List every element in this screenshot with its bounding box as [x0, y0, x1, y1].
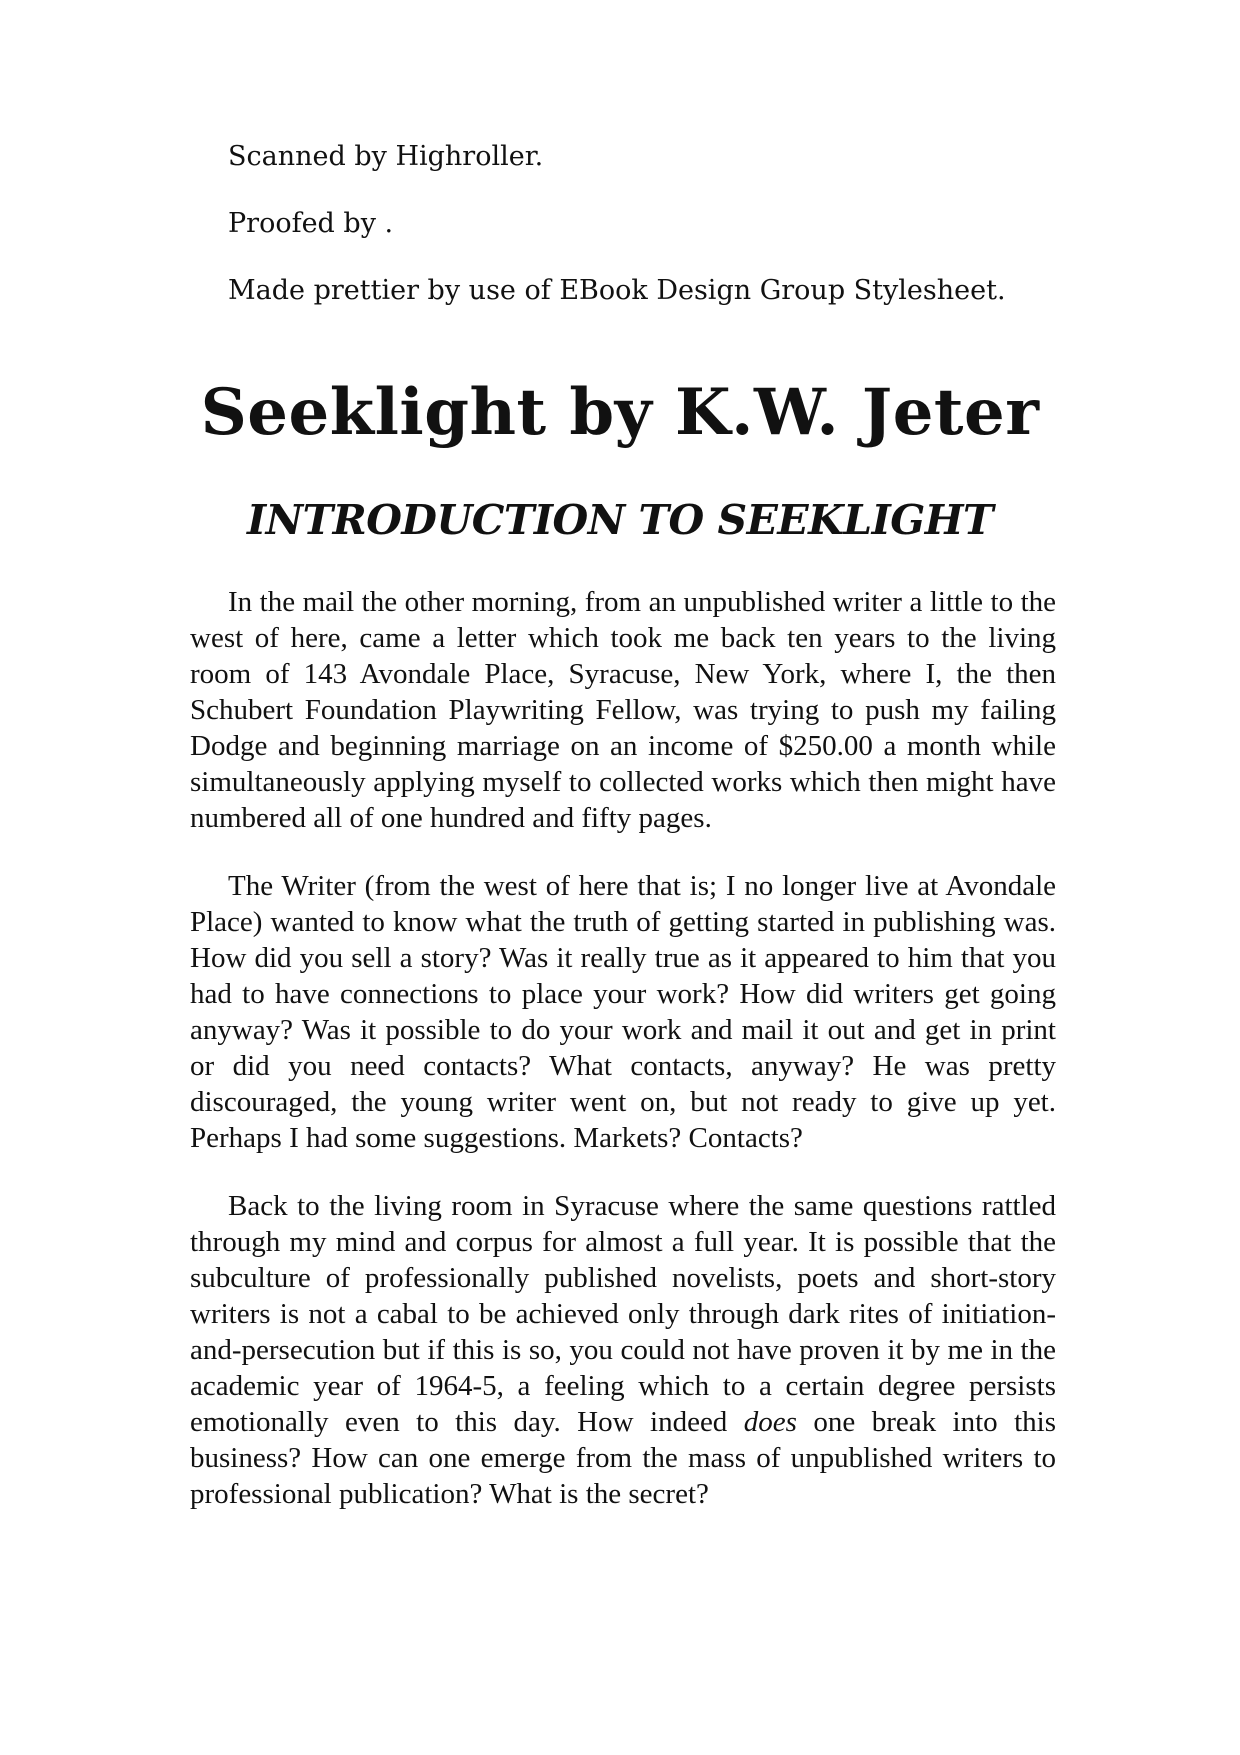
credit-stylesheet: Made prettier by use of EBook Design Group Stylesheet.	[228, 275, 1006, 306]
introduction-heading: INTRODUCTION TO SEEKLIGHT	[246, 496, 994, 544]
credit-scanned: Scanned by Highroller.	[228, 141, 544, 172]
book-title: Seeklight by K.W. Jeter	[200, 375, 1040, 450]
paragraph-3-text-before: Back to the living room in Syracuse where the same questions rattled through my mind and corpus for almost a full year. It is possible that the subculture of professionally published novelists, poets and short-story writers is not a cabal to be achieved only through dark rites of initiation-and-persecution but if this is so, you could not have proven it by me in the academic year of 1964-5, a feeling which to a certain degree persists emotionally even to this day. How indeed	[190, 1190, 1056, 1438]
paragraph-2: The Writer (from the west of here that is; I no longer live at Avondale Place) wanted to know what the truth of getting started in publishing was. How did you sell a story? Was it really true as it appeared to him that you had to have connections to place your work? How did writers get going anyway? Was it possible to do your work and mail it out and get in print or did you need contacts? What contacts, anyway? He was pretty discouraged, the young writer went on, but not ready to give up yet. Perhaps I had some suggestions. Markets? Contacts?	[190, 870, 1056, 1154]
paragraph-1: In the mail the other morning, from an unpublished writer a little to the west of here, came a letter which took me back ten years to the living room of 143 Avondale Place, Syracuse, New York, where I, the then Schubert Foundation Playwriting Fellow, was trying to push my failing Dodge and beginning marriage on an income of $250.00 a month while simultaneously applying myself to collected works which then might have numbered all of one hundred and fifty pages.	[190, 586, 1056, 834]
credit-proofed: Proofed by .	[228, 208, 394, 239]
credits-block	[228, 140, 1088, 341]
paragraph-3-text-after: one break into this business? How can one emerge from the mass of unpublished writers to professional publication? What is the secret?	[190, 1406, 1056, 1510]
introduction-body	[190, 584, 1056, 1544]
paragraph-3	[190, 1188, 1056, 1512]
paragraph-3-emphasis: does	[743, 1406, 797, 1438]
